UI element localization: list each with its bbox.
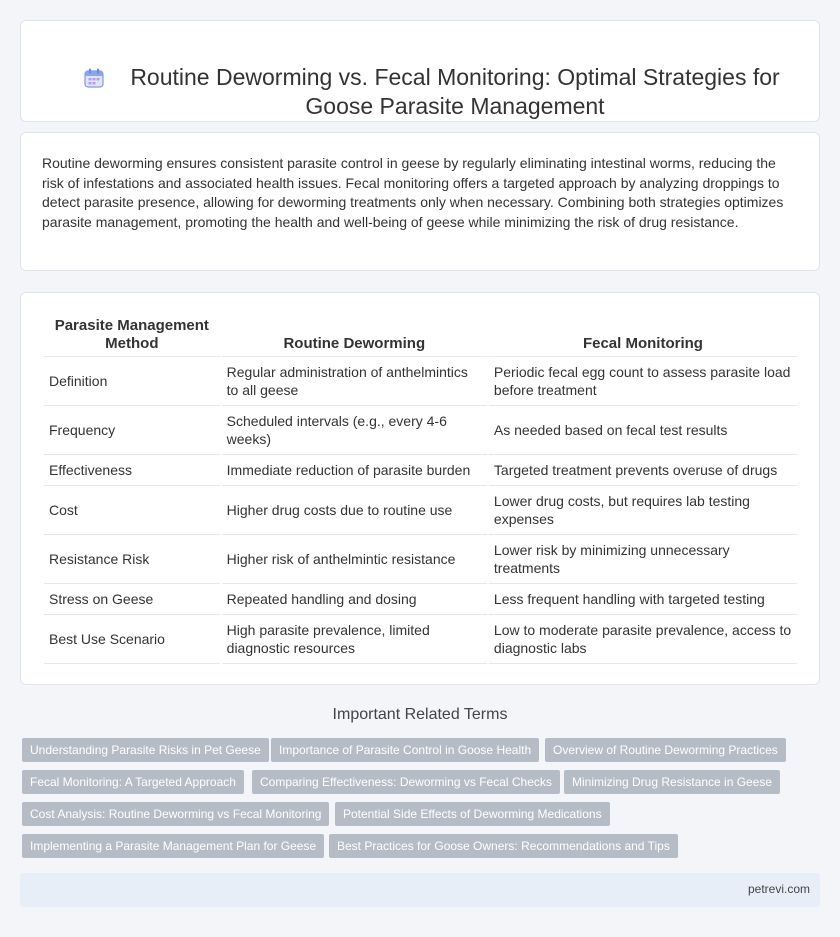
footer [20,873,820,907]
related-tag[interactable]: Potential Side Effects of Deworming Medications [335,802,610,826]
table-row [44,357,797,406]
fecal-cell: Periodic fecal egg count to assess parasite load before treatment [489,357,797,406]
table-row [44,535,797,584]
intro-card [20,132,820,271]
column-header-fecal-monitoring: Fecal Monitoring [489,317,797,357]
routine-cell: Scheduled intervals (e.g., every 4-6 weeks) [222,406,487,455]
fecal-cell: Lower drug costs, but requires lab testing expenses [489,486,797,535]
row-label: Frequency [44,406,220,455]
related-tag[interactable]: Comparing Effectiveness: Deworming vs Fecal Checks [252,770,560,794]
related-tag[interactable]: Minimizing Drug Resistance in Geese [564,770,780,794]
related-tag[interactable]: Implementing a Parasite Management Plan for Geese [22,834,324,858]
table-row [44,406,797,455]
row-label: Stress on Geese [44,584,220,615]
table-row [44,455,797,486]
row-label: Resistance Risk [44,535,220,584]
calendar-icon [83,67,105,89]
routine-cell: Immediate reduction of parasite burden [222,455,487,486]
row-label: Definition [44,357,220,406]
intro-text: Routine deworming ensures consistent parasite control in geese by regularly eliminating intestinal worms, reducing the risk of infestations and associated health issues. Fecal monitoring offers a targeted approach by analyzing droppings to detect parasite presence, allowing for deworming treatments only when necessary. Combining both strategies optimizes parasite management, promoting the health and well-being of geese while minimizing the risk of drug resistance. [42,155,784,230]
fecal-cell: Targeted treatment prevents overuse of drugs [489,455,797,486]
table-row [44,615,797,664]
comparison-table [42,317,799,664]
routine-cell: Higher risk of anthelmintic resistance [222,535,487,584]
fecal-cell: Less frequent handling with targeted testing [489,584,797,615]
column-header-routine-deworming: Routine Deworming [222,317,487,357]
routine-cell: Regular administration of anthelmintics to all geese [222,357,487,406]
fecal-cell: Lower risk by minimizing unnecessary treatments [489,535,797,584]
related-tag[interactable]: Understanding Parasite Risks in Pet Geese [22,738,269,762]
related-tag[interactable]: Importance of Parasite Control in Goose Health [271,738,539,762]
table-header-row [44,317,797,357]
column-header-method: Parasite Management Method [44,317,220,357]
footer-site[interactable]: petrevi.com [747,882,810,896]
routine-cell: Higher drug costs due to routine use [222,486,487,535]
row-label: Best Use Scenario [44,615,220,664]
related-tag[interactable]: Overview of Routine Deworming Practices [545,738,786,762]
routine-cell: Repeated handling and dosing [222,584,487,615]
related-tag[interactable]: Fecal Monitoring: A Targeted Approach [22,770,244,794]
page-title: Routine Deworming vs. Fecal Monitoring: Optimal Strategies for Goose Parasite Management [130,64,780,119]
comparison-table-card [20,292,820,685]
row-label: Effectiveness [44,455,220,486]
table-row [44,584,797,615]
related-terms-heading: Important Related Terms [332,706,508,723]
routine-cell: High parasite prevalence, limited diagnostic resources [222,615,487,664]
title-card [20,20,820,122]
table-row [44,486,797,535]
related-tag[interactable]: Best Practices for Goose Owners: Recommendations and Tips [329,834,678,858]
row-label: Cost [44,486,220,535]
fecal-cell: Low to moderate parasite prevalence, access to diagnostic labs [489,615,797,664]
related-tag[interactable]: Cost Analysis: Routine Deworming vs Fecal Monitoring [22,802,329,826]
fecal-cell: As needed based on fecal test results [489,406,797,455]
